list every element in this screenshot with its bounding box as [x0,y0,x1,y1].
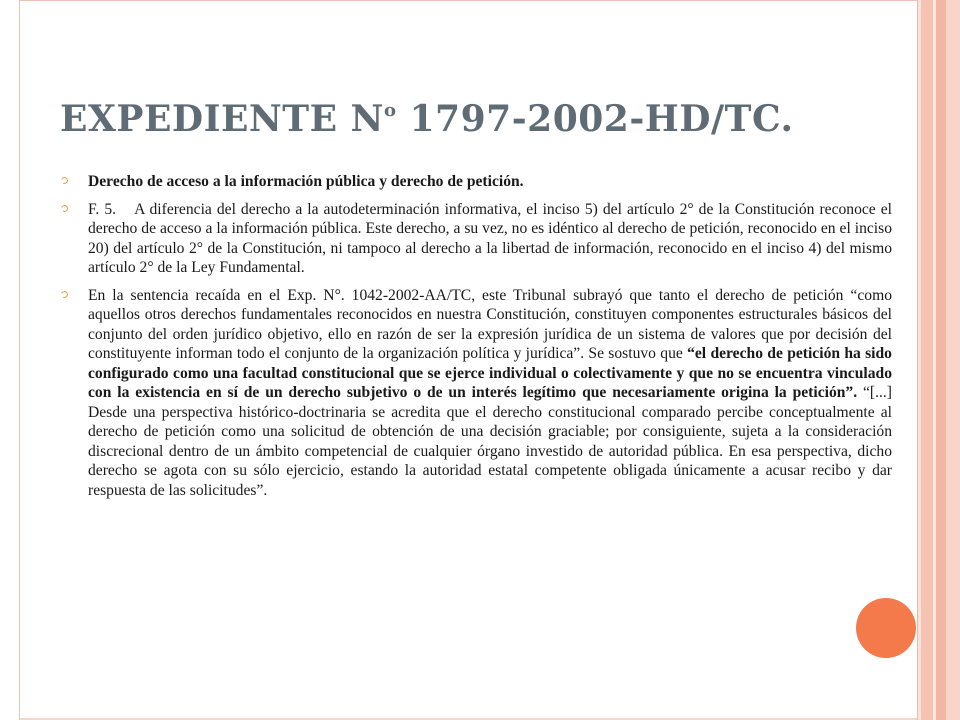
bullet-paragraph [88,200,892,278]
accent-circle [856,598,916,658]
bullet-text: A diferencia del derecho a la autodeterminación informativa, el inciso 5) del artículo 2° de la Constitución reconoce el derecho de acceso a la información pública. Este derecho, a su vez, no es idéntico al derecho de petición, reconocido en el inciso 20) del artículo 2° de la Constitución, ni tampoco al derecho a la libertad de información, reconocido en el inciso 4) del mismo artículo 2° de la Ley Fundamental. [88,200,893,276]
title-superscript: o [383,100,397,121]
slide-title [60,98,880,140]
bullet-quote-bold: “el derecho de petición ha sido configurado como una facultad constitucional que se ejerce individual o colectivamente y que no se encuentra vinculado con la existencia en sí de un derecho subjetivo o de un interés legítimo que necesariamente origina la petición”. [88,345,892,401]
slide-body [60,172,892,508]
bullet-icon [60,204,69,213]
title-main: EXPEDIENTE N [60,98,384,140]
bullet-item [60,200,892,278]
bullet-icon [60,176,69,185]
slide-frame-top [0,0,960,1]
bullet-text: Derecho de acceso a la información pública y derecho de petición. [88,173,524,190]
bullet-paragraph [88,286,892,501]
bullet-icon [60,290,69,299]
bullet-item [60,172,892,192]
bullet-item [60,286,892,501]
bullet-text: En la sentencia recaída en el Exp. N°. 1042-2002-AA/TC, este Tribunal subrayó que tanto el derecho de petición “como aquellos otros derechos fundamentales reconocidos en nuestra Constitución, constituyen componentes estructurales básicos del conjunto del orden jurídico objetivo, ello en razón de ser la expresión jurídica de un sistema de valores que por decisión del constituyente informan todo el conjunto de la organización política y jurídica”. Se sostuvo que [88,286,892,362]
title-number: 1797-2002-HD/TC. [396,98,794,140]
bullet-label: F. 5. [88,200,117,218]
slide-frame-left [0,0,20,720]
bullet-text: “[...] Desde una perspectiva histórico-doctrinaria se acredita que el derecho constitucional comparado percibe conceptualmente al derecho de petición como una solicitud de obtención de una decisión graciable; por consiguiente, sujeta a la consideración discrecional dentro de un ámbito competencial de cualquier órgano investido de autoridad pública. En esa perspectiva, dicho derecho se agota con su sólo ejercicio, estando la autoridad estatal competente obligada únicamente a acusar recibo y dar respuesta de las solicitudes”. [88,384,893,499]
slide-frame-right [917,0,960,720]
